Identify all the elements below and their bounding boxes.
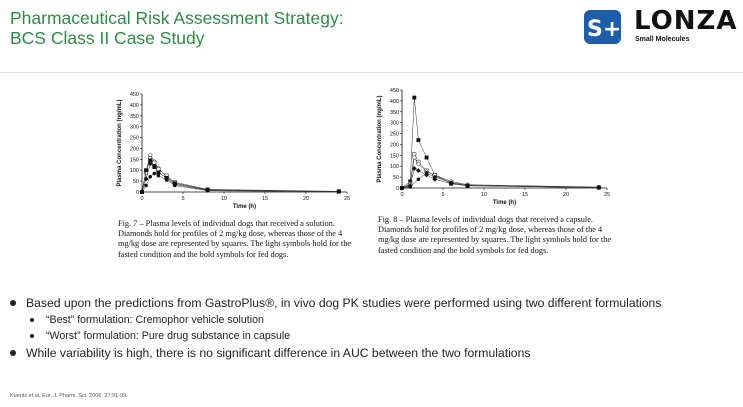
data-point xyxy=(149,175,152,178)
y-tick-label: 0 xyxy=(135,190,139,196)
data-point xyxy=(417,138,420,141)
x-tick-label: 10 xyxy=(480,192,488,198)
y-tick-label: 300 xyxy=(389,120,399,127)
logo-brand: LONZA xyxy=(634,6,738,36)
sub-bullet-dot-icon xyxy=(30,334,34,338)
y-tick-label: 50 xyxy=(132,179,139,186)
y-tick-label: 350 xyxy=(129,113,139,120)
x-tick-label: 20 xyxy=(302,196,310,202)
data-point xyxy=(416,168,420,172)
x-tick-label: 25 xyxy=(603,192,611,198)
x-axis-label: Time (h) xyxy=(232,204,257,210)
sub-bullet-item xyxy=(10,312,735,328)
y-tick-label: 100 xyxy=(129,168,139,175)
data-point xyxy=(140,190,143,193)
data-point xyxy=(450,181,453,184)
data-point xyxy=(165,178,168,181)
data-point xyxy=(157,167,160,170)
y-tick-label: 400 xyxy=(389,98,399,105)
y-tick-label: 450 xyxy=(389,88,399,94)
figure-8-caption: Fig. 8 – Plasma levels of individual dogs that received a capsule. Diamonds hold for profiles of 2 mg/kg dose, whereas those of the 4 mg/kg dose are represented by squares. The light symbols hold for the fasted condition and the bold symbols for fed dogs. xyxy=(378,215,612,255)
series-line xyxy=(142,155,339,192)
series-line xyxy=(142,164,339,192)
y-tick-label: 150 xyxy=(129,157,139,164)
x-axis-label: Time (h) xyxy=(492,200,517,206)
s-plus-icon xyxy=(584,10,621,44)
data-point xyxy=(425,156,428,159)
series-line xyxy=(142,160,339,192)
data-point xyxy=(144,169,147,172)
data-point xyxy=(157,171,160,174)
y-tick-label: 100 xyxy=(389,164,399,171)
bullet-text: Based upon the predictions from GastroPlus®, in vivo dog PK studies were performed using two different formulations xyxy=(26,296,662,310)
data-point xyxy=(153,172,156,175)
series-line xyxy=(142,158,339,192)
bullet-dot-icon xyxy=(10,300,16,306)
data-point xyxy=(206,189,209,192)
series-line xyxy=(142,174,339,193)
data-point xyxy=(413,96,416,99)
data-point xyxy=(173,184,176,187)
y-tick-label: 350 xyxy=(389,109,399,116)
y-tick-label: 250 xyxy=(129,135,139,142)
x-tick-label: 10 xyxy=(220,196,228,202)
x-tick-label: 5 xyxy=(181,196,185,202)
y-tick-label: 450 xyxy=(129,92,139,98)
sub-bullet-dot-icon xyxy=(30,318,34,322)
x-tick-label: 20 xyxy=(562,192,570,198)
data-point xyxy=(157,174,160,177)
figure-7-chart xyxy=(112,88,362,218)
y-tick-label: 200 xyxy=(389,142,399,149)
data-point xyxy=(153,165,156,168)
series-line xyxy=(402,158,599,189)
sub-bullet-text: “Worst” formulation: Pure drug substance in capsule xyxy=(46,330,291,342)
bullet-item xyxy=(10,344,735,362)
y-tick-label: 300 xyxy=(129,124,139,131)
x-tick-label: 5 xyxy=(441,192,445,198)
y-tick-label: 150 xyxy=(389,153,399,160)
logo-badge-text: S+ xyxy=(587,17,621,42)
bullet-text: While variability is high, there is no significant difference in AUC between the two formulations xyxy=(26,346,531,360)
bullet-dot-icon xyxy=(10,350,16,356)
title-line-2: BCS Class II Case Study xyxy=(10,28,205,48)
figure-7-caption: Fig. 7 – Plasma levels of individual dogs that received a solution. Diamonds hold for profiles of 2 mg/kg dose, whereas those of the 4 mg/kg dose are represented by squares. The light symbols hold for the fasted condition and the bold symbols for fed dogs. xyxy=(118,219,352,259)
y-tick-label: 250 xyxy=(389,131,399,138)
y-axis-label: Plasma Concentration (ng/mL) xyxy=(117,99,123,187)
series-line xyxy=(402,173,599,188)
data-point xyxy=(409,185,412,188)
page-title xyxy=(10,8,344,48)
sub-bullet-text: “Best” formulation: Cremophor vehicle solution xyxy=(46,314,264,326)
data-point xyxy=(145,184,148,187)
bullet-list xyxy=(10,294,735,362)
data-point xyxy=(433,176,436,179)
y-tick-label: 50 xyxy=(392,175,399,182)
sub-bullet-item xyxy=(10,328,735,344)
series-line xyxy=(402,154,599,188)
x-tick-label: 15 xyxy=(521,192,529,198)
lonza-logo xyxy=(584,6,738,46)
data-point xyxy=(400,186,403,189)
x-tick-label: 0 xyxy=(400,192,404,198)
reference-citation: Kuentz et al. Eur. J. Pharm. Sci. 2006, 27:91-99. xyxy=(10,393,128,399)
data-point xyxy=(149,159,152,162)
title-line-1: Pharmaceutical Risk Assessment Strategy: xyxy=(10,8,344,28)
data-point xyxy=(417,178,420,181)
data-point xyxy=(337,190,340,193)
data-point xyxy=(425,171,428,174)
y-axis-label: Plasma Concentration (ng/mL) xyxy=(377,95,383,183)
y-tick-label: 400 xyxy=(129,102,139,109)
figure-8-chart xyxy=(372,84,622,214)
logo-badge xyxy=(584,10,621,44)
data-point xyxy=(597,186,600,189)
x-tick-label: 15 xyxy=(261,196,269,202)
series-line xyxy=(402,98,599,188)
header-divider xyxy=(0,72,743,73)
bullet-item xyxy=(10,294,735,312)
x-tick-label: 25 xyxy=(343,196,351,202)
logo-subtitle: Small Molecules xyxy=(635,36,690,43)
data-point xyxy=(466,184,469,187)
data-point xyxy=(153,161,156,164)
y-tick-label: 0 xyxy=(395,186,399,192)
y-tick-label: 200 xyxy=(129,146,139,153)
x-tick-label: 0 xyxy=(140,196,144,202)
